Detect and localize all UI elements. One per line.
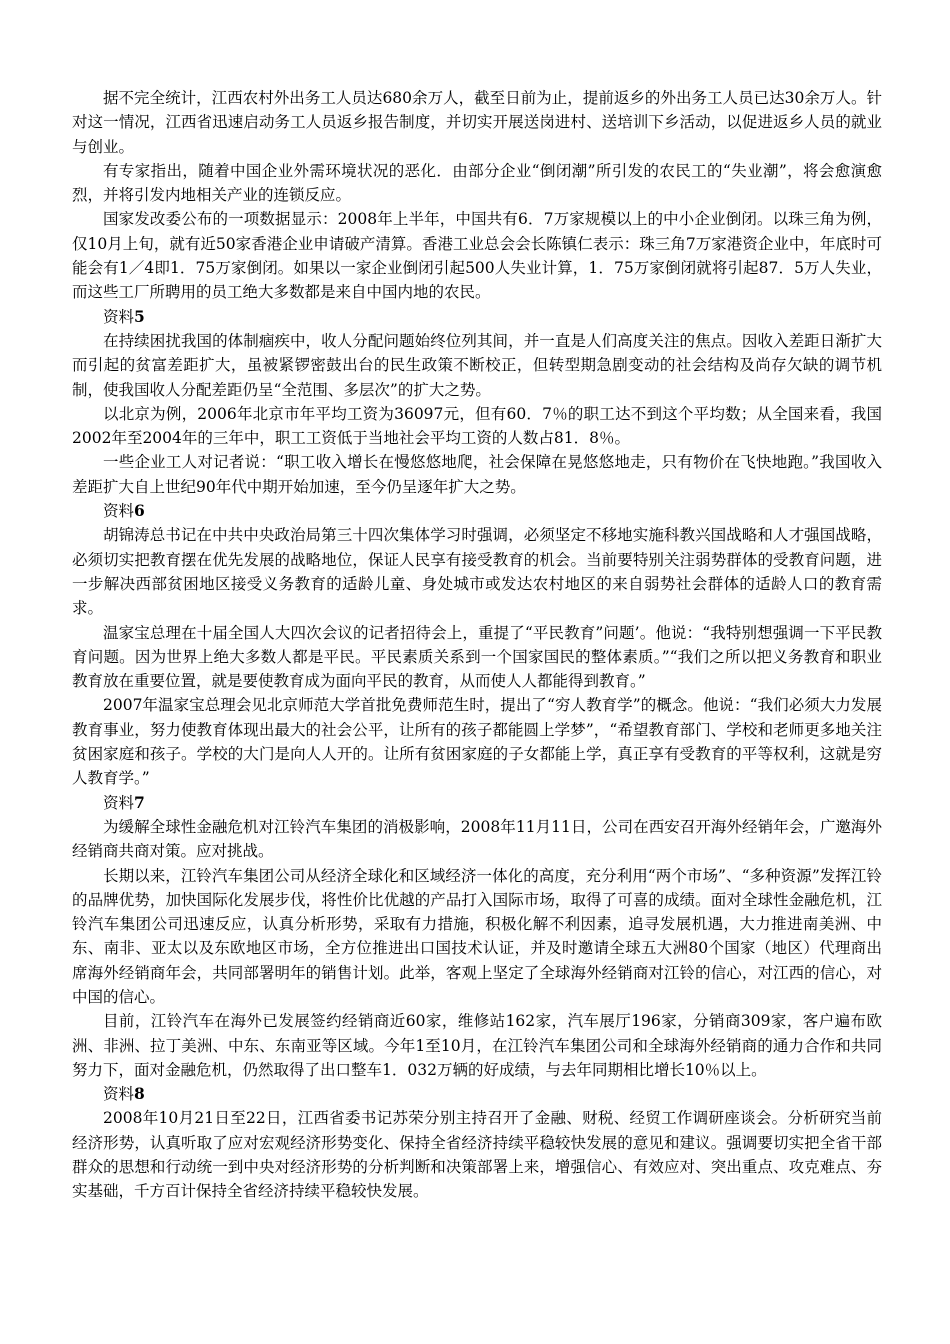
section-heading (72, 1082, 882, 1106)
paragraph: 目前，江铃汽车在海外已发展签约经销商近60家，维修站162家，汽车展厅196家，分销商309家，客户遍布欧洲、非洲、拉丁美洲、中东、东南亚等区域。今年1至10月，在江铃汽车集团公司和全球海外经销商的通力合作和共同努力下，面对金融危机，仍然取得了出口整车1．032万辆的好成绩，与去年同期相比增长10％以上。 (72, 1012, 882, 1079)
paragraph: 在持续困扰我国的体制痼疾中，收人分配问题始终位列其间，并一直是人们高度关注的焦点。因收入差距日渐扩大而引起的贫富差距扩大，虽被紧锣密鼓出台的民生政策不断校正，但转型期急剧变动的社会结构及尚存欠缺的调节机制，使我国收人分配差距仍呈“全范围、多层次”的扩大之势。 (72, 331, 882, 399)
section-heading-number: 5 (134, 306, 145, 326)
paragraph: 一些企业工人对记者说：“职工收入增长在慢悠悠地爬，社会保障在晃悠悠地走，只有物价在飞快地跑。”我国收入差距扩大自上世纪90年代中期开始加速，至今仍呈逐年扩大之势。 (72, 453, 882, 496)
section-heading-label: 资料 (103, 502, 135, 521)
paragraph: 有专家指出，随着中国企业外需环境状况的恶化．由部分企业“倒闭潮”所引发的农民工的“失业潮”，将会愈演愈烈，并将引发内地相关产业的连锁反应。 (72, 161, 882, 205)
section-heading-label: 资料 (103, 307, 135, 326)
section-heading (72, 791, 882, 815)
paragraph: 温家宝总理在十届全国人大四次会议的记者招待会上，重提了“平民教育”问题’。他说：“我特别想强调一下平民教育问题。因为世界上绝大多数人都是平民。平民素质关系到一个国家国民的整体素质。”“我们之所以把义务教育和职业教育放在重要位置，就是要使教育成为面向平民的教育，从而使人人都能得到教育。” (72, 623, 882, 691)
paragraph: 据不完全统计，江西农村外出务工人员达680余万人，截至日前为止，提前返乡的外出务工人员已达30余万人。针对这一情况，江西省迅速启动务工人员返乡报告制度，并切实开展送岗进村、送培训下乡活动，以促进返乡人员的就业与创业。 (72, 89, 882, 156)
section-heading-label: 资料 (103, 793, 135, 812)
section-heading-number: 6 (134, 501, 145, 521)
section-heading-number: 7 (134, 792, 145, 812)
section-heading (72, 305, 882, 329)
paragraph: 长期以来，江铃汽车集团公司从经济全球化和区域经济一体化的高度，充分利用“两个市场”、“多种资源”发挥江铃的品牌优势，加快国际化发展步伐，将性价比优越的产品打入国际市场，取得了可喜的成绩。面对全球性金融危机，江铃汽车集团公司迅速反应，认真分析形势，采取有力措施，积极化解不利因素，追寻发展机遇，大力推进南美洲、中东、南非、亚太以及东欧地区市场，全方位推进出口国技术认证，并及时邀请全球五大洲80个国家（地区）代理商出席海外经销商年会，共同部署明年的销售计划。此举，客观上坚定了全球海外经销商对江铃的信心，对江西的信心，对中国的信心。 (72, 866, 882, 1006)
paragraph: 国家发改委公布的一项数据显示：2008年上半年，中国共有6．7万家规模以上的中小企业倒闭。以珠三角为例，仅10月上旬，就有近50家香港企业申请破产清算。香港工业总会会长陈镇仁表示：珠三角7万家港资企业中，年底时可能会有1／4即1．75万家倒闭。如果以一家企业倒闭引起500人失业计算，1．75万家倒闭就将引起87．5万人失业，而这些工厂所聘用的员工绝大多数都是来自中国内地的农民。 (72, 210, 882, 302)
paragraph: 2008年10月21日至22日，江西省委书记苏荣分别主持召开了金融、财税、经贸工作调研座谈会。分析研究当前经济形势，认真听取了应对宏观经济形势变化、保持全省经济持续平稳较快发展的意见和建议。强调要切实把全省干部群众的思想和行动统一到中央对经济形势的分析判断和决策部署上来，增强信心、有效应对、突出重点、攻克难点、夯实基础，千方百计保持全省经济持续平稳较快发展。 (72, 1109, 882, 1201)
paragraph: 胡锦涛总书记在中共中央政治局第三十四次集体学习时强调，必须坚定不移地实施科教兴国战略和人才强国战略，必须切实把教育摆在优先发展的战略地位，保证人民享有接受教育的机会。当前要特别关注弱势群体的受教育问题，进一步解决西部贫困地区接受义务教育的适龄儿童、身处城市或发达农村地区的来自弱势社会群体的适龄人口的教育需求。 (72, 526, 882, 618)
section-heading (72, 499, 882, 523)
section-heading-number: 8 (134, 1084, 145, 1104)
paragraph: 2007年温家宝总理会见北京师范大学首批免费师范生时，提出了“穷人教育学”的概念。他说：“我们必须大力发展教育事业，努力使教育体现出最大的社会公平，让所有的孩子都能圆上学梦”，“希望教育部门、学校和老师更多地关注贫困家庭和孩子。学校的大门是向人人开的。让所有贫困家庭的子女都能上学，真正享有受教育的平等权利，这就是穷人教育学。” (72, 696, 882, 788)
paragraph: 以北京为例，2006年北京市年平均工资为36097元，但有60．7％的职工达不到这个平均数；从全国来看，我国2002年至2004年的三年中，职工工资低于当地社会平均工资的人数占81．8％。 (72, 404, 882, 448)
paragraph: 为缓解全球性金融危机对江铃汽车集团的消极影响，2008年11月11日，公司在西安召开海外经销年会，广邀海外经销商共商对策。应对挑战。 (72, 817, 882, 861)
section-heading-label: 资料 (103, 1085, 135, 1104)
